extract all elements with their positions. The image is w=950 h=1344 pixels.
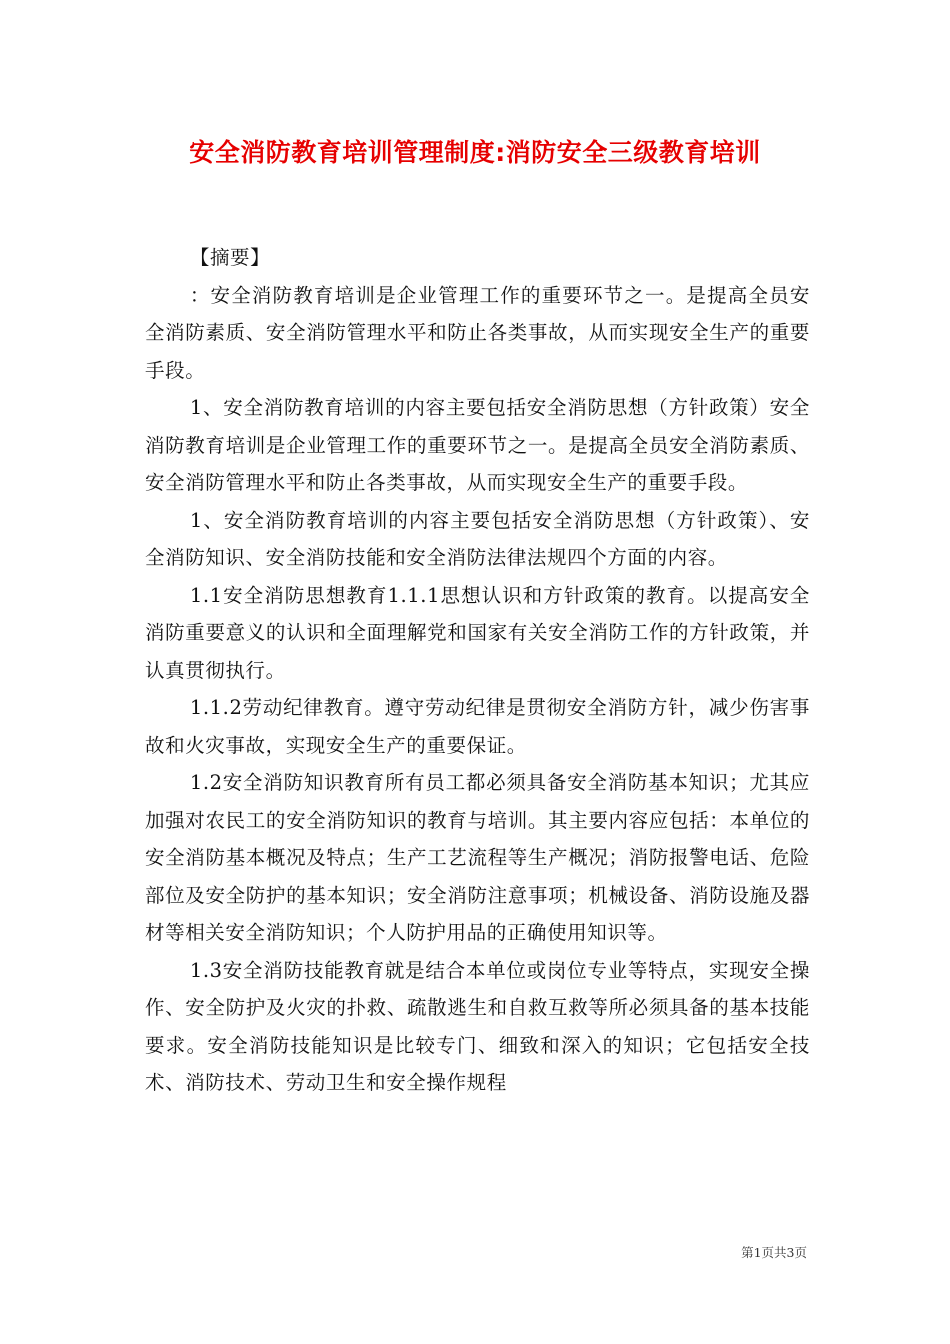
paragraph: 1.1.2劳动纪律教育。遵守劳动纪律是贯彻安全消防方针，减少伤害事故和火灾事故，实现安全生产的重要保证。 xyxy=(145,696,810,757)
paragraph: ：安全消防教育培训是企业管理工作的重要环节之一。是提高全员安全消防素质、安全消防管理水平和防止各类事故，从而实现安全生产的重要手段。 xyxy=(145,283,810,382)
paragraph: 1.2安全消防知识教育所有员工都必须具备安全消防基本知识；尤其应加强对农民工的安全消防知识的教育与培训。其主要内容应包括：本单位的安全消防基本概况及特点；生产工艺流程等生产概况；消防报警电话、危险部位及安全防护的基本知识；安全消防注意事项；机械设备、消防设施及器材等相关安全消防知识；个人防护用品的正确使用知识等。 xyxy=(145,771,810,944)
abstract-heading: 【摘要】 xyxy=(189,246,271,269)
paragraph: 1.3安全消防技能教育就是结合本单位或岗位专业等特点，实现安全操作、安全防护及火灾的扑救、疏散逃生和自救互救等所必须具备的基本技能要求。安全消防技能知识是比较专门、细致和深入的知识；它包括安全技术、消防技术、劳动卫生和安全操作规程 xyxy=(145,958,810,1094)
paragraph: 1.1安全消防思想教育1.1.1思想认识和方针政策的教育。以提高安全消防重要意义的认识和全面理解党和国家有关安全消防工作的方针政策，并认真贯彻执行。 xyxy=(145,583,810,682)
document-body xyxy=(145,239,810,1102)
paragraph: 1、安全消防教育培训的内容主要包括安全消防思想（方针政策）安全消防教育培训是企业管理工作的重要环节之一。是提高全员安全消防素质、安全消防管理水平和防止各类事故，从而实现安全生产的重要手段。 xyxy=(145,396,810,494)
page-number: 第1页共3页 xyxy=(741,1245,807,1260)
document-title: 安全消防教育培训管理制度:消防安全三级教育培训 xyxy=(189,138,761,167)
paragraph: 1、安全消防教育培训的内容主要包括安全消防思想（方针政策）、安全消防知识、安全消防技能和安全消防法律法规四个方面的内容。 xyxy=(145,508,810,569)
